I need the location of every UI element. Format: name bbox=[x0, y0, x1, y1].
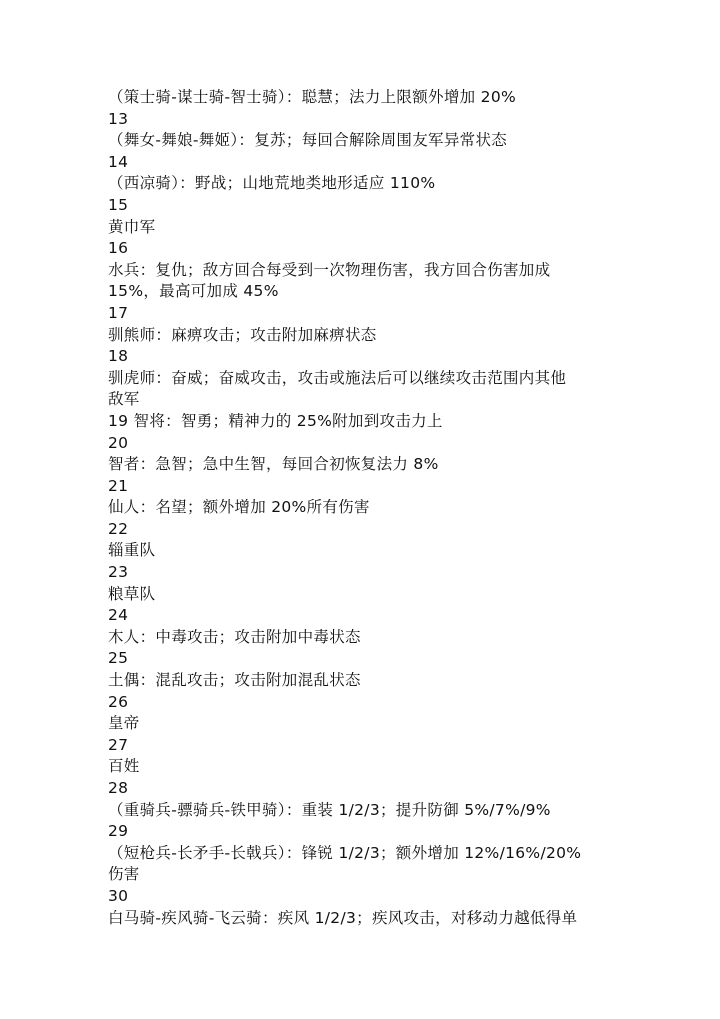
text-line: 黄巾军 bbox=[108, 217, 156, 236]
text-line: （舞女-舞娘-舞姬）：复苏；每回合解除周围友军异常状态 bbox=[108, 131, 508, 150]
text-line: 15%，最高可加成 45% bbox=[108, 282, 279, 301]
text-line: 29 bbox=[108, 822, 129, 841]
text-line: 水兵：复仇；敌方回合每受到一次物理伤害，我方回合伤害加成 bbox=[108, 260, 551, 279]
text-line: 驯虎师：奋威；奋威攻击，攻击或施法后可以继续攻击范围内其他 bbox=[108, 368, 567, 387]
text-line: 白马骑-疾风骑-飞云骑：疾风 1/2/3；疾风攻击，对移动力越低得单 bbox=[108, 908, 578, 927]
text-line: 18 bbox=[108, 347, 129, 366]
text-line: 16 bbox=[108, 239, 129, 258]
text-line: 土偶：混乱攻击；攻击附加混乱状态 bbox=[108, 671, 361, 690]
text-line: （重骑兵-骠骑兵-铁甲骑）：重装 1/2/3；提升防御 5%/7%/9% bbox=[108, 800, 551, 819]
text-line: （西凉骑）：野战；山地荒地类地形适应 110% bbox=[108, 174, 436, 193]
text-line: 30 bbox=[108, 886, 129, 905]
text-line: 26 bbox=[108, 692, 129, 711]
text-line: 24 bbox=[108, 606, 129, 625]
text-line: 仙人：名望；额外增加 20%所有伤害 bbox=[108, 498, 370, 517]
text-line: 15 bbox=[108, 195, 129, 214]
text-line: 14 bbox=[108, 152, 129, 171]
text-line: 20 bbox=[108, 433, 129, 452]
text-line: 伤害 bbox=[108, 865, 140, 884]
text-line: 21 bbox=[108, 476, 129, 495]
document-body bbox=[108, 87, 608, 929]
text-line: 23 bbox=[108, 563, 129, 582]
text-line: 22 bbox=[108, 519, 129, 538]
text-line: 28 bbox=[108, 779, 129, 797]
text-line: （策士骑-谋士骑-智士骑）：聪慧；法力上限额外增加 20% bbox=[108, 88, 517, 106]
text-line: 驯熊师：麻痹攻击；攻击附加麻痹状态 bbox=[108, 325, 377, 344]
text-line: 13 bbox=[108, 109, 129, 128]
text-line: （短枪兵-长矛手-长戟兵）：锋锐 1/2/3；额外增加 12%/16%/20% bbox=[108, 843, 582, 862]
text-line: 19 智将：智勇；精神力的 25%附加到攻击力上 bbox=[108, 411, 443, 430]
text-line: 25 bbox=[108, 649, 129, 668]
text-line: 百姓 bbox=[108, 757, 140, 776]
text-line: 辎重队 bbox=[108, 541, 156, 560]
text-line: 27 bbox=[108, 735, 129, 754]
text-line: 皇帝 bbox=[108, 714, 140, 733]
text-line: 粮草队 bbox=[108, 584, 156, 603]
text-line: 木人：中毒攻击；攻击附加中毒状态 bbox=[108, 627, 361, 646]
text-line: 敌军 bbox=[108, 390, 140, 409]
text-line: 智者：急智；急中生智，每回合初恢复法力 8% bbox=[108, 455, 439, 474]
text-line: 17 bbox=[108, 303, 129, 322]
